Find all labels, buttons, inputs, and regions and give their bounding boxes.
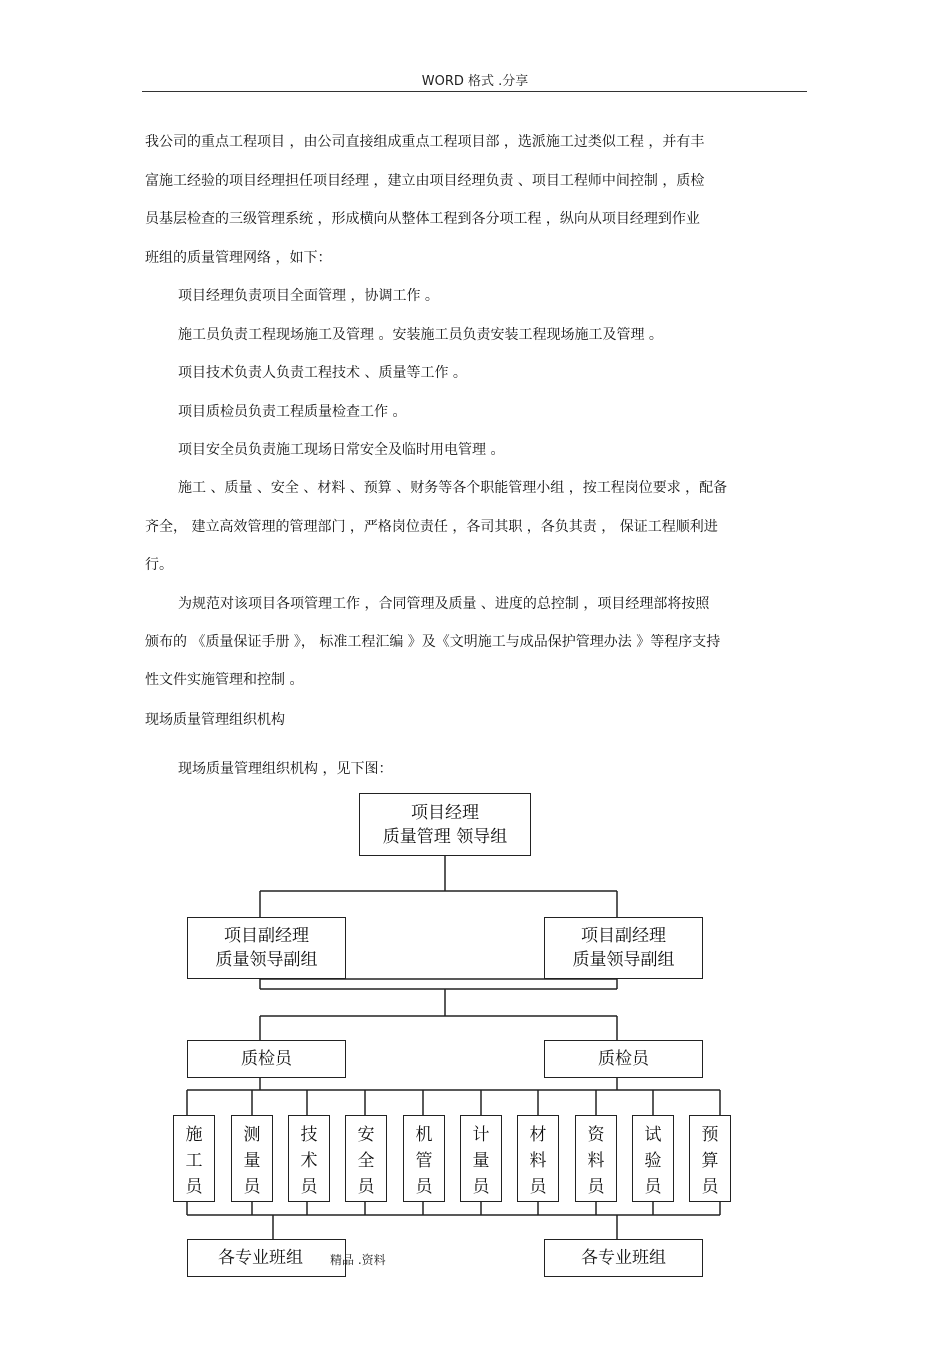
role-char: 员 [644, 1177, 662, 1197]
role-char: 料 [587, 1151, 605, 1171]
role-char: 员 [357, 1177, 375, 1197]
org-node-text: 各专业班组 [218, 1248, 303, 1268]
body-paragraph-line: 项目技术负责人负责工程技术 、质量等工作 。 [178, 365, 467, 381]
body-paragraph-line: 施工员负责工程现场施工及管理 。安装施工员负责安装工程现场施工及管理 。 [178, 327, 663, 343]
role-char: 量 [472, 1151, 490, 1171]
org-node-role [403, 1115, 445, 1202]
role-char: 员 [185, 1177, 203, 1197]
role-char: 测 [243, 1125, 261, 1145]
org-node-project-manager [359, 793, 531, 856]
body-paragraph-line: 项目质检员负责工程质量检查工作 。 [178, 404, 407, 420]
role-char: 施 [185, 1125, 203, 1145]
role-char: 员 [243, 1177, 261, 1197]
role-char: 机 [415, 1125, 433, 1145]
org-node-role [689, 1115, 731, 1202]
body-paragraph-line: 性文件实施管理和控制 。 [145, 672, 304, 688]
role-char: 资 [587, 1125, 605, 1145]
role-char: 全 [357, 1151, 375, 1171]
body-paragraph-line: 为规范对该项目各项管理工作 ，合同管理及质量 、进度的总控制 ，项目经理部将按照 [178, 596, 710, 612]
role-char: 料 [529, 1151, 547, 1171]
section-heading: 现场质量管理组织机构 [145, 712, 285, 728]
org-node-role [345, 1115, 387, 1202]
role-char: 量 [243, 1151, 261, 1171]
role-char: 计 [472, 1125, 490, 1145]
org-node-role [231, 1115, 273, 1202]
role-char: 员 [300, 1177, 318, 1197]
org-node-text: 质检员 [241, 1049, 292, 1069]
org-node-role [288, 1115, 330, 1202]
body-paragraph-line: 齐全， 建立高效管理的管理部门 ，严格岗位责任 ，各司其职 ，各负其责 ， 保证工程顺利进 [145, 519, 718, 535]
org-node-inspector [544, 1040, 703, 1078]
role-char: 材 [529, 1125, 547, 1145]
body-paragraph-line: 行。 [145, 557, 173, 573]
org-node-text: 项目副经理 [581, 926, 666, 946]
role-char: 工 [185, 1151, 203, 1171]
footer-watermark: 精品 .资料 [330, 1253, 386, 1267]
org-node-team [187, 1239, 346, 1277]
org-node-text: 项目经理 [411, 802, 479, 823]
body-paragraph-line: 富施工经验的项目经理担任项目经理 ，建立由项目经理负责 、项目工程师中间控制 ，质检 [145, 173, 705, 189]
role-char: 试 [644, 1125, 662, 1145]
page-header-title: WORD 格式 .分享 [421, 74, 529, 89]
org-node-deputy-manager [544, 917, 703, 979]
role-char: 验 [644, 1151, 662, 1171]
role-char: 预 [701, 1125, 719, 1145]
role-char: 员 [701, 1177, 719, 1197]
body-paragraph-line: 项目安全员负责施工现场日常安全及临时用电管理 。 [178, 442, 505, 458]
org-node-text: 质量领导副组 [572, 950, 675, 970]
body-paragraph-line: 现场质量管理组织机构 ，见下图： [178, 761, 393, 777]
org-node-text: 质量管理 领导组 [382, 826, 508, 847]
org-node-text: 各专业班组 [581, 1248, 666, 1268]
org-node-text: 质检员 [598, 1049, 649, 1069]
role-char: 技 [300, 1125, 318, 1145]
role-char: 管 [415, 1151, 433, 1171]
role-char: 员 [587, 1177, 605, 1197]
role-char: 员 [529, 1177, 547, 1197]
body-paragraph-line: 颁布的 《质量保证手册 》， 标准工程汇编 》及《文明施工与成品保护管理办法 》等程序支持 [145, 634, 721, 650]
body-paragraph-line: 施工 、质量 、安全 、材料 、预算 、财务等各个职能管理小组 ，按工程岗位要求 ，配备 [178, 480, 728, 496]
body-paragraph-line: 员基层检查的三级管理系统 ，形成横向从整体工程到各分项工程 ，纵向从项目经理到作业 [145, 211, 700, 227]
role-char: 员 [472, 1177, 490, 1197]
org-node-role [575, 1115, 617, 1202]
org-node-role [517, 1115, 559, 1202]
role-char: 术 [300, 1151, 318, 1171]
body-paragraph-line: 我公司的重点工程项目 ，由公司直接组成重点工程项目部 ，选派施工过类似工程 ，并有丰 [145, 134, 705, 150]
role-char: 安 [357, 1125, 375, 1145]
org-node-role [173, 1115, 215, 1202]
org-node-text: 项目副经理 [224, 926, 309, 946]
role-char: 算 [701, 1151, 719, 1171]
role-char: 员 [415, 1177, 433, 1197]
org-node-role [632, 1115, 674, 1202]
org-node-deputy-manager [187, 917, 346, 979]
org-node-text: 质量领导副组 [215, 950, 318, 970]
org-node-inspector [187, 1040, 346, 1078]
body-paragraph-line: 项目经理负责项目全面管理 ，协调工作 。 [178, 288, 439, 304]
org-node-team [544, 1239, 703, 1277]
body-paragraph-line: 班组的质量管理网络 ，如下： [145, 250, 332, 266]
org-node-role [460, 1115, 502, 1202]
